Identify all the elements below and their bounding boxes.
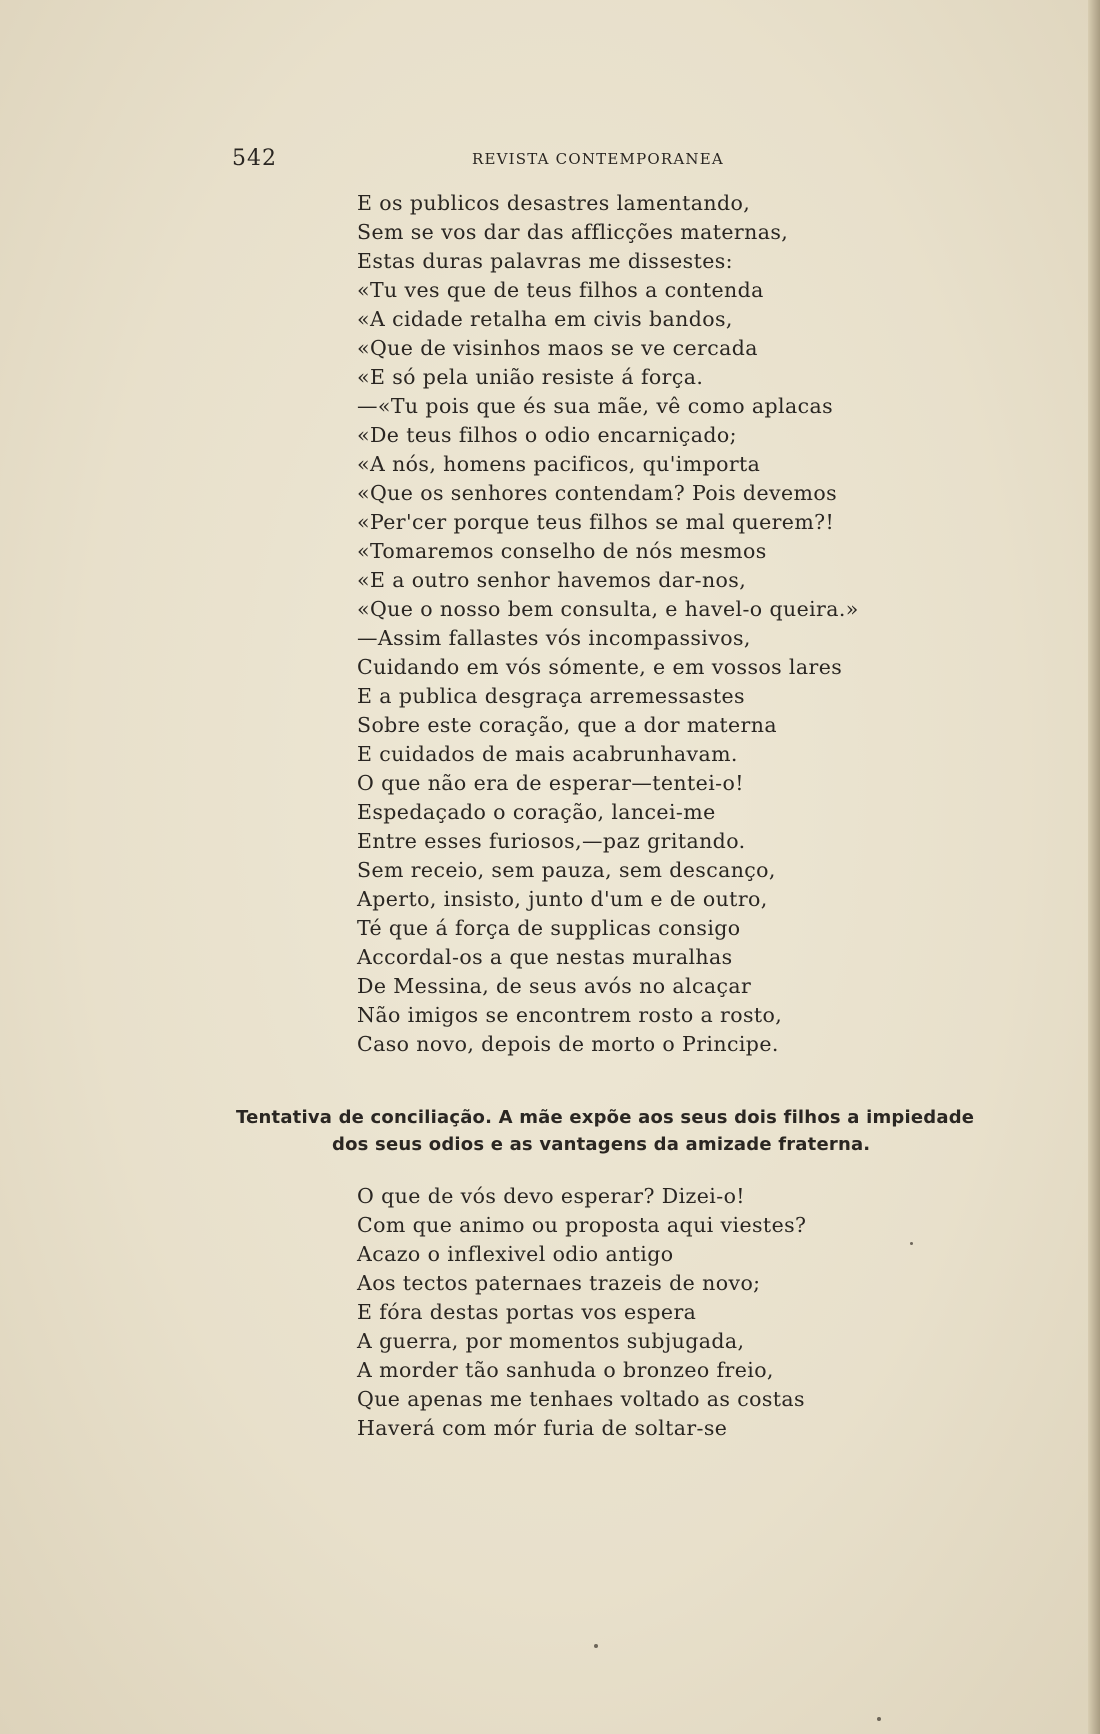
verse-line: Acazo o inflexivel odio antigo <box>357 1242 674 1266</box>
verse-line: Accordal-os a que nestas muralhas <box>357 945 733 969</box>
verse-line: —Assim fallastes vós incompassivos, <box>357 626 751 650</box>
section-argument <box>236 1104 975 1158</box>
verse-line: Que apenas me tenhaes voltado as costas <box>357 1387 805 1411</box>
page-edge-shadow <box>1088 0 1100 1734</box>
argument-line-1: Tentativa de conciliação. A mãe expõe aos seus dois filhos a impiedade <box>236 1107 975 1128</box>
verse-line: E cuidados de mais acabrunhavam. <box>357 742 738 766</box>
verse-line: A guerra, por momentos subjugada, <box>357 1329 745 1353</box>
verse-line: «Que os senhores contendam? Pois devemos <box>357 481 838 505</box>
verse-line: «Que de visinhos maos se ve cercada <box>357 336 758 360</box>
verse-block-1 <box>357 189 859 1059</box>
verse-line: E fóra destas portas vos espera <box>357 1300 697 1324</box>
verse-line: Aos tectos paternaes trazeis de novo; <box>357 1271 761 1295</box>
verse-line: Sem se vos dar das afflicções maternas, <box>357 220 789 244</box>
page-header <box>232 146 832 170</box>
verse-line: «E a outro senhor havemos dar-nos, <box>357 568 747 592</box>
page-number: 542 <box>232 146 277 171</box>
verse-line: Aperto, insisto, junto d'um e de outro, <box>357 887 768 911</box>
verse-line: E a publica desgraça arremessastes <box>357 684 745 708</box>
verse-line: E os publicos desastres lamentando, <box>357 191 751 215</box>
verse-line: «Tomaremos conselho de nós mesmos <box>357 539 767 563</box>
verse-line: Haverá com mór furia de soltar-se <box>357 1416 728 1440</box>
paper-speck <box>877 1717 881 1721</box>
verse-line: «A cidade retalha em civis bandos, <box>357 307 733 331</box>
verse-line: O que de vós devo esperar? Dizei-o! <box>357 1184 745 1208</box>
verse-line: Não imigos se encontrem rosto a rosto, <box>357 1003 783 1027</box>
verse-line: Com que animo ou proposta aqui viestes? <box>357 1213 807 1237</box>
verse-line: O que não era de esperar—tentei-o! <box>357 771 744 795</box>
verse-line: «Tu ves que de teus filhos a contenda <box>357 278 764 302</box>
verse-line: Sobre este coração, que a dor materna <box>357 713 777 737</box>
verse-line: «De teus filhos o odio encarniçado; <box>357 423 737 447</box>
paper-speck <box>594 1644 598 1648</box>
verse-line: Espedaçado o coração, lancei-me <box>357 800 716 824</box>
verse-line: A morder tão sanhuda o bronzeo freio, <box>357 1358 774 1382</box>
verse-line: «Per'cer porque teus filhos se mal querem?! <box>357 510 835 534</box>
verse-line: «Que o nosso bem consulta, e havel-o queira.» <box>357 597 859 621</box>
verse-line: Cuidando em vós sómente, e em vossos lares <box>357 655 843 679</box>
verse-line: Entre esses furiosos,—paz gritando. <box>357 829 746 853</box>
verse-line: Caso novo, depois de morto o Principe. <box>357 1032 779 1056</box>
verse-line: —«Tu pois que és sua mãe, vê como aplacas <box>357 394 834 418</box>
verse-line: De Messina, de seus avós no alcaçar <box>357 974 752 998</box>
verse-line: «E só pela união resiste á força. <box>357 365 704 389</box>
verse-line: Té que á força de supplicas consigo <box>357 916 741 940</box>
verse-line: Sem receio, sem pauza, sem descanço, <box>357 858 776 882</box>
verse-block-2 <box>357 1182 806 1443</box>
argument-line-2: dos seus odios e as vantagens da amizade fraterna. <box>332 1134 871 1155</box>
verse-line: Estas duras palavras me dissestes: <box>357 249 733 273</box>
paper-speck <box>910 1242 913 1245</box>
running-title: REVISTA CONTEMPORANEA <box>472 150 724 168</box>
verse-line: «A nós, homens pacificos, qu'importa <box>357 452 761 476</box>
